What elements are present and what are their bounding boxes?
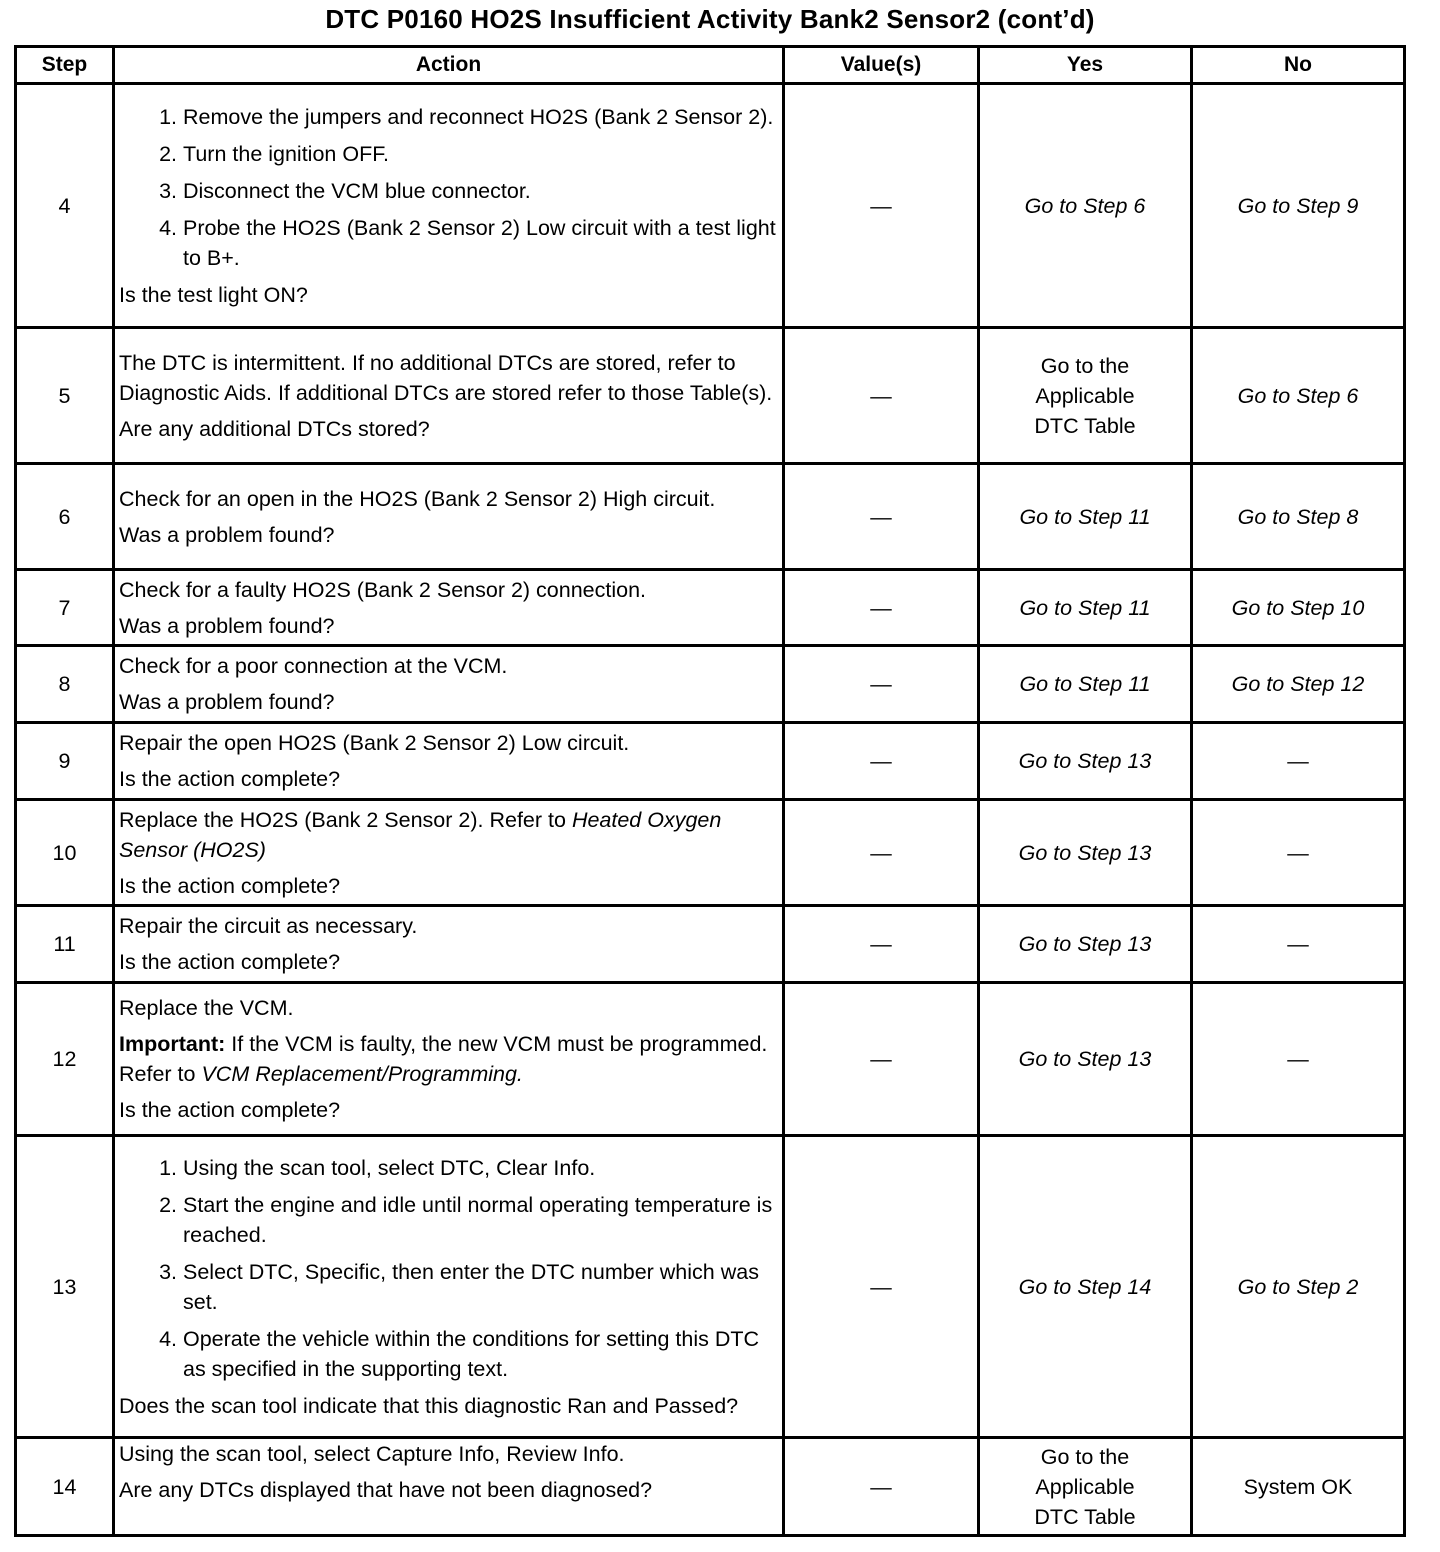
yes-result: Go to Step 11 xyxy=(1019,595,1151,620)
value-cell: — xyxy=(784,1136,979,1438)
no-cell xyxy=(1192,570,1405,646)
yes-cell xyxy=(979,1438,1192,1536)
no-result: — xyxy=(1287,932,1309,956)
no-result: System OK xyxy=(1243,1474,1353,1499)
list-item: 3. Disconnect the VCM blue connector. xyxy=(183,176,778,206)
step-number: 4 xyxy=(16,84,114,328)
action-question: Are any additional DTCs stored? xyxy=(119,416,430,441)
reference-link[interactable]: VCM Replacement/Programming. xyxy=(201,1062,523,1086)
action-question: Are any DTCs displayed that have not been diagnosed? xyxy=(119,1478,653,1502)
no-cell xyxy=(1192,328,1405,464)
action-text: Replace the VCM. xyxy=(119,996,294,1020)
action-text-lead: Replace the HO2S (Bank 2 Sensor 2). Refer to xyxy=(119,807,566,832)
action-question: Is the action complete? xyxy=(119,767,341,791)
no-result: — xyxy=(1287,840,1309,865)
table-row xyxy=(16,906,1405,983)
no-result: Go to Step 2 xyxy=(1237,1274,1359,1299)
no-result: — xyxy=(1287,749,1309,773)
action-cell xyxy=(114,328,784,464)
header-step: Step xyxy=(16,47,114,84)
action-cell xyxy=(114,1438,784,1536)
yes-result: Go to the Applicable DTC Table xyxy=(1034,1444,1136,1529)
yes-cell xyxy=(979,906,1192,983)
table-row xyxy=(16,646,1405,723)
no-cell xyxy=(1192,1136,1405,1438)
header-action: Action xyxy=(114,47,784,84)
no-cell xyxy=(1192,84,1405,328)
no-cell xyxy=(1192,906,1405,983)
important-note xyxy=(119,1029,778,1089)
no-result: Go to Step 10 xyxy=(1231,595,1365,620)
value-cell: — xyxy=(784,570,979,646)
yes-result: Go to the Applicable DTC Table xyxy=(1034,353,1136,438)
yes-result: Go to Step 11 xyxy=(1019,672,1151,696)
action-text: The DTC is intermittent. If no additional DTCs are stored, refer to Diagnostic Aids. If additional DTCs are stored refer to those Table(s). xyxy=(119,350,773,405)
yes-cell xyxy=(979,983,1192,1136)
action-cell xyxy=(114,983,784,1136)
table-row xyxy=(16,1136,1405,1438)
yes-cell xyxy=(979,570,1192,646)
reference-link[interactable]: Heated Oxygen Sensor (HO2S) xyxy=(119,807,722,862)
no-cell xyxy=(1192,646,1405,723)
table-row xyxy=(16,800,1405,906)
no-result: Go to Step 6 xyxy=(1237,383,1359,408)
action-steps-list xyxy=(119,1153,778,1384)
action-question: Is the action complete? xyxy=(119,873,341,898)
value-cell: — xyxy=(784,723,979,800)
action-cell xyxy=(114,84,784,328)
yes-result: Go to Step 14 xyxy=(1018,1274,1152,1299)
yes-result: Go to Step 6 xyxy=(1024,193,1146,218)
step-number: 12 xyxy=(16,983,114,1136)
action-question: Is the action complete? xyxy=(119,950,341,974)
action-cell xyxy=(114,570,784,646)
step-number: 6 xyxy=(16,464,114,570)
step-number: 14 xyxy=(16,1438,114,1536)
list-item: 4. Probe the HO2S (Bank 2 Sensor 2) Low circuit with a test light to B+. xyxy=(183,213,778,273)
header-yes: Yes xyxy=(979,47,1192,84)
no-cell xyxy=(1192,983,1405,1136)
action-question: Was a problem found? xyxy=(119,613,335,638)
table-header-row xyxy=(16,47,1405,84)
action-steps-list xyxy=(119,102,778,273)
table-row xyxy=(16,464,1405,570)
action-text: Check for an open in the HO2S (Bank 2 Sensor 2) High circuit. xyxy=(119,486,716,511)
action-question: Was a problem found? xyxy=(119,690,335,714)
no-cell xyxy=(1192,1438,1405,1536)
action-cell xyxy=(114,464,784,570)
table-row xyxy=(16,983,1405,1136)
yes-result: Go to Step 13 xyxy=(1018,749,1152,773)
action-question: Does the scan tool indicate that this diagnostic Ran and Passed? xyxy=(119,1393,739,1418)
yes-cell xyxy=(979,464,1192,570)
action-cell xyxy=(114,800,784,906)
yes-cell xyxy=(979,646,1192,723)
important-label: Important: xyxy=(119,1032,226,1056)
action-cell xyxy=(114,723,784,800)
action-question: Was a problem found? xyxy=(119,522,335,547)
action-question: Is the action complete? xyxy=(119,1098,341,1122)
important-text: If the VCM is faulty, the new VCM must be programmed. Refer to xyxy=(119,1032,768,1086)
action-text: Repair the open HO2S (Bank 2 Sensor 2) Low circuit. xyxy=(119,731,630,755)
header-no: No xyxy=(1192,47,1405,84)
action-text: Repair the circuit as necessary. xyxy=(119,914,418,938)
action-text: Check for a poor connection at the VCM. xyxy=(119,654,508,678)
list-item: 1. Remove the jumpers and reconnect HO2S (Bank 2 Sensor 2). xyxy=(183,102,778,132)
list-item: 1. Using the scan tool, select DTC, Clear Info. xyxy=(183,1153,778,1183)
table-row xyxy=(16,1438,1405,1536)
yes-cell xyxy=(979,328,1192,464)
step-number: 9 xyxy=(16,723,114,800)
value-cell: — xyxy=(784,84,979,328)
yes-result: Go to Step 11 xyxy=(1019,504,1151,529)
no-result: Go to Step 9 xyxy=(1237,193,1359,218)
action-question: Is the test light ON? xyxy=(119,282,308,307)
value-cell: — xyxy=(784,1438,979,1536)
yes-cell xyxy=(979,1136,1192,1438)
no-result: — xyxy=(1287,1047,1309,1071)
page-title: DTC P0160 HO2S Insufficient Activity Bank2 Sensor2 (cont’d) xyxy=(325,4,1095,34)
table-row xyxy=(16,328,1405,464)
action-cell xyxy=(114,646,784,723)
value-cell: — xyxy=(784,646,979,723)
action-cell xyxy=(114,906,784,983)
action-text: Check for a faulty HO2S (Bank 2 Sensor 2) connection. xyxy=(119,577,647,602)
value-cell: — xyxy=(784,464,979,570)
table-row xyxy=(16,723,1405,800)
yes-cell xyxy=(979,84,1192,328)
step-number: 8 xyxy=(16,646,114,723)
yes-result: Go to Step 13 xyxy=(1018,1047,1152,1071)
yes-result: Go to Step 13 xyxy=(1018,840,1152,865)
list-item: 4. Operate the vehicle within the conditions for setting this DTC as specified in the supporting text. xyxy=(183,1324,778,1384)
yes-cell xyxy=(979,723,1192,800)
step-number: 7 xyxy=(16,570,114,646)
action-text: Using the scan tool, select Capture Info, Review Info. xyxy=(119,1442,625,1466)
yes-result: Go to Step 13 xyxy=(1018,932,1152,956)
no-cell xyxy=(1192,800,1405,906)
value-cell: — xyxy=(784,800,979,906)
value-cell: — xyxy=(784,328,979,464)
no-cell xyxy=(1192,723,1405,800)
list-item: 2. Start the engine and idle until normal operating temperature is reached. xyxy=(183,1190,778,1250)
step-number: 5 xyxy=(16,328,114,464)
value-cell: — xyxy=(784,983,979,1136)
no-result: Go to Step 12 xyxy=(1231,672,1365,696)
step-number: 13 xyxy=(16,1136,114,1438)
step-number: 11 xyxy=(16,906,114,983)
step-number: 10 xyxy=(16,800,114,906)
action-text xyxy=(119,805,778,865)
table-row xyxy=(16,84,1405,328)
no-cell xyxy=(1192,464,1405,570)
header-values: Value(s) xyxy=(784,47,979,84)
no-result: Go to Step 8 xyxy=(1237,504,1359,529)
dtc-table xyxy=(14,45,1406,1537)
list-item: 2. Turn the ignition OFF. xyxy=(183,139,778,169)
action-cell xyxy=(114,1136,784,1438)
yes-cell xyxy=(979,800,1192,906)
value-cell: — xyxy=(784,906,979,983)
table-row xyxy=(16,570,1405,646)
list-item: 3. Select DTC, Specific, then enter the DTC number which was set. xyxy=(183,1257,778,1317)
